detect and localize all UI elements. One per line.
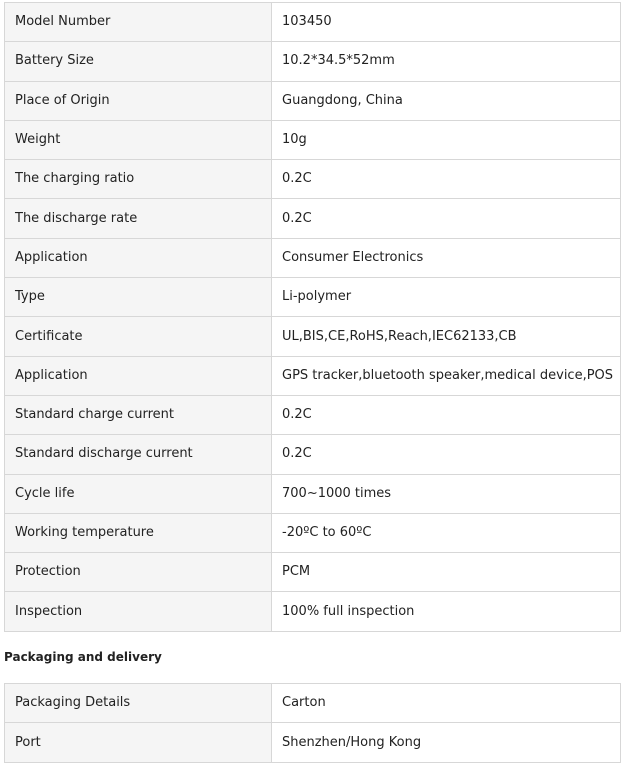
spec-value: 10g: [272, 120, 621, 159]
spec-row: [5, 160, 621, 199]
spec-value: Guangdong, China: [272, 81, 621, 120]
specifications-table-body: [5, 3, 621, 632]
spec-value: UL,BIS,CE,RoHS,Reach,IEC62133,CB: [272, 317, 621, 356]
spec-value: Li-polymer: [272, 278, 621, 317]
spec-label: Standard discharge current: [5, 435, 272, 474]
spec-value: 0.2C: [272, 199, 621, 238]
spec-label: The discharge rate: [5, 199, 272, 238]
packaging-table-body: [5, 684, 621, 763]
spec-value: 10.2*34.5*52mm: [272, 42, 621, 81]
packaging-heading: Packaging and delivery: [4, 650, 162, 664]
spec-label: Cycle life: [5, 474, 272, 513]
spec-row: [5, 435, 621, 474]
spec-value: Consumer Electronics: [272, 238, 621, 277]
spec-label: Working temperature: [5, 513, 272, 552]
spec-value: -20ºC to 60ºC: [272, 513, 621, 552]
specifications-table: [4, 2, 621, 632]
spec-value: 103450: [272, 3, 621, 42]
spec-value: 0.2C: [272, 160, 621, 199]
spec-value: 0.2C: [272, 435, 621, 474]
spec-row: [5, 474, 621, 513]
spec-value: GPS tracker,bluetooth speaker,medical device,POS: [272, 356, 621, 395]
spec-label: Standard charge current: [5, 395, 272, 434]
spec-label: Model Number: [5, 3, 272, 42]
spec-row: [5, 3, 621, 42]
spec-row: [5, 317, 621, 356]
spec-row: [5, 278, 621, 317]
spec-label: Place of Origin: [5, 81, 272, 120]
spec-row: [5, 513, 621, 552]
spec-row: [5, 199, 621, 238]
spec-label: Protection: [5, 553, 272, 592]
packaging-row: [5, 723, 621, 762]
spec-label: Battery Size: [5, 42, 272, 81]
spec-value: 100% full inspection: [272, 592, 621, 631]
spec-label: Port: [5, 723, 272, 762]
packaging-table: [4, 683, 621, 763]
packaging-row: [5, 684, 621, 723]
spec-row: [5, 238, 621, 277]
spec-label: Application: [5, 238, 272, 277]
spec-row: [5, 356, 621, 395]
spec-label: The charging ratio: [5, 160, 272, 199]
spec-row: [5, 81, 621, 120]
spec-row: [5, 120, 621, 159]
spec-label: Type: [5, 278, 272, 317]
spec-value: 0.2C: [272, 395, 621, 434]
spec-label: Packaging Details: [5, 684, 272, 723]
spec-label: Application: [5, 356, 272, 395]
spec-label: Inspection: [5, 592, 272, 631]
spec-value: Shenzhen/Hong Kong: [272, 723, 621, 762]
spec-row: [5, 592, 621, 631]
spec-row: [5, 42, 621, 81]
spec-value: Carton: [272, 684, 621, 723]
spec-value: PCM: [272, 553, 621, 592]
spec-row: [5, 395, 621, 434]
spec-row: [5, 553, 621, 592]
spec-label: Certificate: [5, 317, 272, 356]
spec-value: 700~1000 times: [272, 474, 621, 513]
spec-label: Weight: [5, 120, 272, 159]
